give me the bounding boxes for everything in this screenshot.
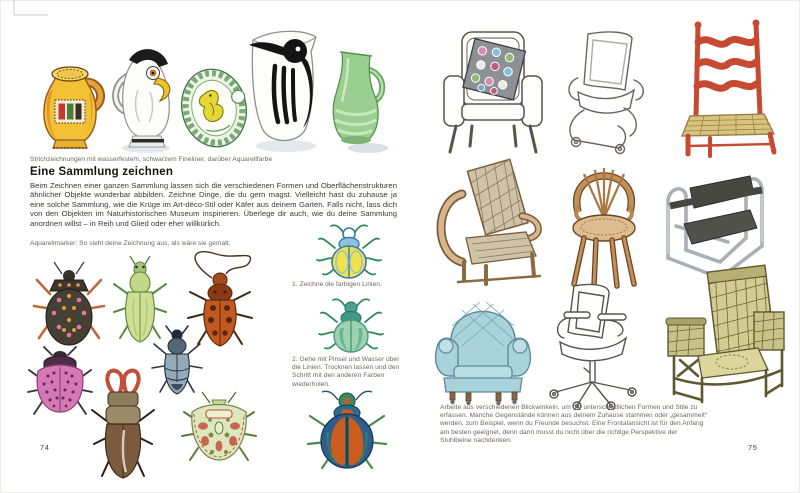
marker-caption: Aquarellmarker: So sieht deine Zeichnung aus, als wäre sie gemalt. <box>30 240 231 247</box>
step1-caption: 1. Zeichne die farbigen Linien. <box>292 281 382 288</box>
painted-beetle-illustration <box>316 296 386 354</box>
wicker-highback-chair-illustration <box>650 264 790 410</box>
step2-caption: 2. Gehe mit Pinsel und Wasser über die Linien. Trocknen lassen und den Schritt mit den anderen Farben wiederholen. <box>292 356 400 388</box>
blue-tufted-armchair-illustration <box>428 282 538 406</box>
right-page-caption: Arbeite aus verschiedenen Blickwinkeln, um die unterschiedlichen Formen und Stile zu erfassen. Manche Gegenstände können aus deinem Zuhause stammen oder „gesammelt“ werden, zum Beispiel, wenn du Freunde besuchst. Eine Frontalansicht ist für den Anfang am besten geeignet, denn dann musst du nicht über die richtige Perspektive der Stuhlbeine nachdenken. <box>440 404 708 444</box>
intro-paragraph: Beim Zeichnen einer ganzen Sammlung lassen sich die verschiedenen Formen und Oberflächenstrukturen ähnlicher Objekte wunderbar abbilden. Zeichne Dinge, die du gern magst. Vielleicht hast du zuhause ja eine solche Sammlung, wie die Krüge im Art-déco-Stil oder Käfer aus deinem Garten. Falls nicht, lass dich von den Objekten im Naturhistorischen Museum inspirieren. Überlege dir auch, wie du deine Sammlung anordnen willst – in Reih und Glied oder eher willkürlich. <box>30 181 397 228</box>
armchair-with-pillow-illustration <box>436 26 548 156</box>
section-heading: Eine Sammlung zeichnen <box>30 166 174 178</box>
right-page-number: 75 <box>748 443 758 452</box>
rainbow-leaf-beetle-illustration <box>304 384 390 472</box>
spotted-shield-bug-illustration <box>32 258 106 352</box>
magenta-ladybird-illustration <box>26 344 94 418</box>
outline-beetle-illustration <box>313 222 385 280</box>
blue-grey-beetle-illustration <box>150 324 204 398</box>
stag-beetle-illustration <box>90 364 156 486</box>
green-glass-jug-illustration <box>326 44 390 156</box>
bird-motif-plate-illustration <box>178 62 250 154</box>
folk-art-jug-illustration <box>33 50 107 154</box>
thonet-bentwood-chair-illustration <box>554 160 654 292</box>
parrot-pitcher-illustration <box>108 38 180 156</box>
penguin-pitcher-illustration <box>242 24 326 154</box>
faint-sketch-fragment-illustration <box>0 0 50 22</box>
left-page-number: 74 <box>40 443 50 452</box>
materials-caption: Strichzeichnungen mit wasserfestem, schwarzem Fineliner, darüber Aquarellfarbe <box>30 156 273 163</box>
office-swivel-chair-illustration <box>538 280 652 410</box>
art-deco-cane-armchair-illustration <box>428 158 548 290</box>
right-page <box>400 0 800 493</box>
cantilever-desk-chair-illustration <box>554 26 656 156</box>
patterned-shield-bug-illustration <box>180 390 258 468</box>
red-ladderback-chair-illustration <box>668 18 788 158</box>
